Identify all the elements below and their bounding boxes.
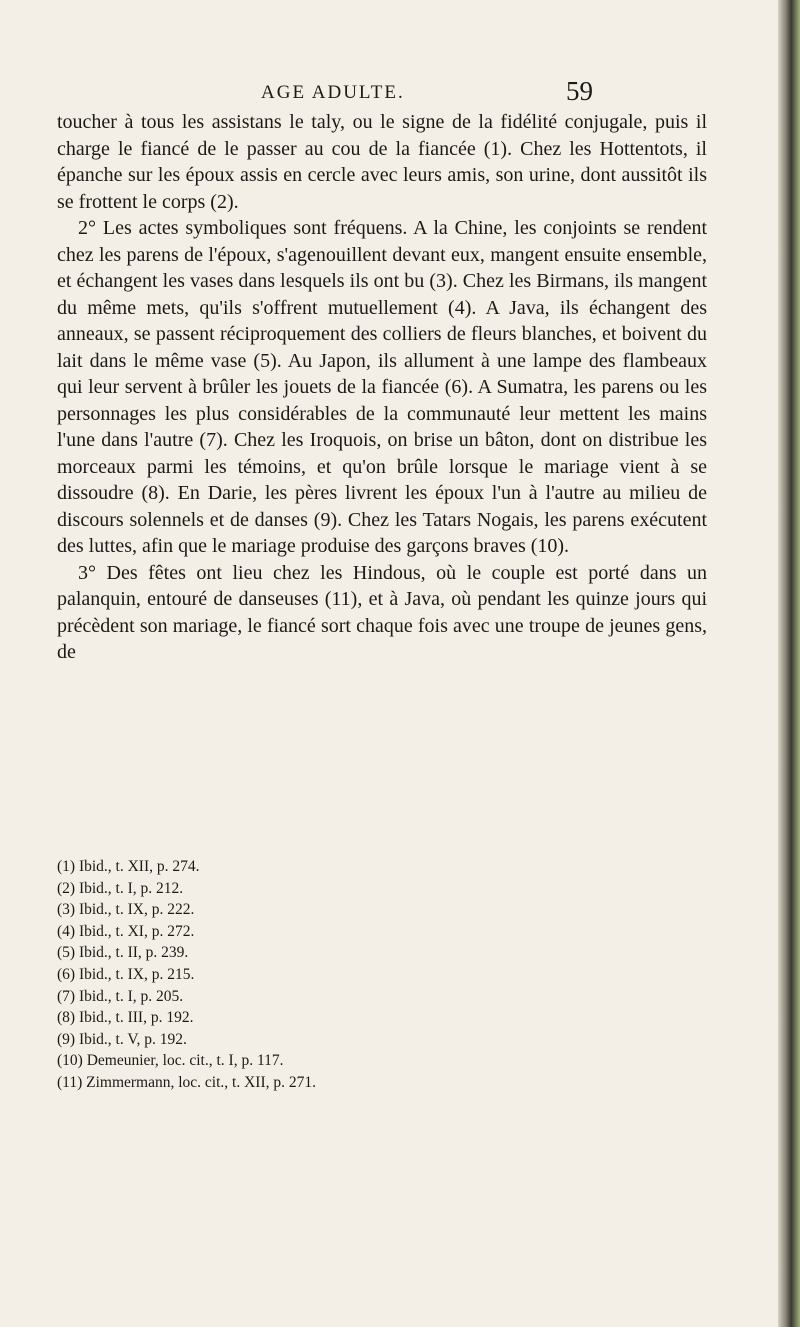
footnote: (2) Ibid., t. I, p. 212. — [57, 879, 184, 897]
footnote: (11) Zimmermann, loc. cit., t. XII, p. 271. — [57, 1073, 316, 1091]
page-edge — [778, 0, 800, 1327]
footnote: (1) Ibid., t. XII, p. 274. — [57, 858, 200, 875]
footnote: (10) Demeunier, loc. cit., t. I, p. 117. — [57, 1052, 284, 1070]
running-title: AGE ADULTE. — [261, 82, 405, 103]
page-number: 59 — [566, 76, 593, 106]
footnote: (8) Ibid., t. III, p. 192. — [57, 1009, 194, 1027]
footnote: (6) Ibid., t. IX, p. 215. — [57, 965, 195, 983]
body-text — [57, 109, 707, 666]
paragraph: 2° Les actes symboliques sont fréquens. A la Chine, les conjoints se rendent chez les parens de l'époux, s'agenouillent devant eux, mangent ensuite ensemble, et échangent les vases dans lesquels ils ont bu (3). Chez les Birmans, ils mangent du même mets, qu'ils s'offrent mutuellement (4). A Java, ils échangent des anneaux, se passent réciproquement des colliers de fleurs blanches, et boivent du lait dans le même vase (5). Au Japon, ils allument à une lampe des flambeaux qui leur servent à brûler les jouets de la fiancée (6). A Sumatra, les parens ou les personnages les plus considérables de la communauté leur mettent les mains l'une dans l'autre (7). Chez les Iroquois, on brise un bâton, dont on distribue les morceaux parmi les témoins, et qu'on brûle lorsque le mariage vient à se dissoudre (8). En Darie, les pères livrent les époux l'un à l'autre au milieu de discours solennels et de danses (9). Chez les Tatars Nogais, les parens exécutent des luttes, afin que le mariage produise des garçons braves (10). — [57, 217, 707, 557]
footnote: (7) Ibid., t. I, p. 205. — [57, 987, 184, 1005]
paragraph: toucher à tous les assistans le taly, ou le signe de la fidélité conjugale, puis il charge le fiancé de le passer au cou de la fiancée (1). Chez les Hottentots, il épanche sur les époux assis en cercle avec leurs amis, son urine, dont aussitôt ils se frottent le corps (2). — [57, 111, 707, 213]
footnote: (9) Ibid., t. V, p. 192. — [57, 1030, 187, 1048]
footnotes — [57, 856, 717, 1094]
footnote: (5) Ibid., t. II, p. 239. — [57, 944, 189, 962]
paragraph: 3° Des fêtes ont lieu chez les Hindous, où le couple est porté dans un palanquin, entouré de danseuses (11), et à Java, où pendant les quinze jours qui précèdent son mariage, le fiancé sort chaque fois avec une troupe de jeunes gens, de — [57, 561, 707, 663]
footnote: (4) Ibid., t. XI, p. 272. — [57, 922, 195, 940]
footnote: (3) Ibid., t. IX, p. 222. — [57, 901, 195, 919]
